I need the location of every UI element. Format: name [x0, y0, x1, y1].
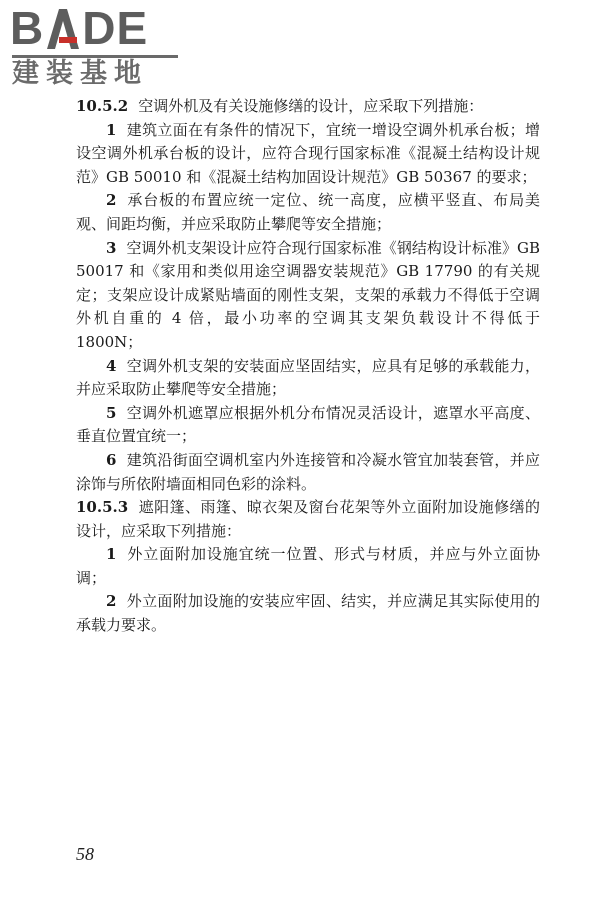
logo-wordmark [10, 2, 149, 54]
item-number: 6 [106, 450, 117, 469]
item-number: 1 [106, 545, 117, 564]
item-text: 空调外机遮罩应根据外机分布情况灵活设计，遮罩水平高度、垂直位置宜统一； [76, 403, 540, 446]
item-text: 建筑立面在有条件的情况下，宜统一增设空调外机承台板；增设空调外机承台板的设计，应符合现行国家标准《混凝土结构设计规范》GB 50010 和《混凝土结构加固设计规范》GB 50367 的要求； [76, 120, 540, 186]
item-number: 1 [106, 120, 117, 139]
clause-heading [76, 95, 540, 119]
item-text: 建筑沿街面空调机室内外连接管和冷凝水管宜加装套管，并应涂饰与所依附墙面相同色彩的涂料。 [76, 450, 540, 493]
list-item [76, 449, 540, 496]
logo-chinese-name: 建装基地 [12, 58, 148, 89]
item-number: 2 [106, 592, 117, 611]
list-item [76, 402, 540, 449]
list-item [76, 237, 540, 355]
list-item [76, 355, 540, 402]
item-number: 5 [106, 403, 117, 422]
logo-letters-de: DE [82, 2, 149, 54]
clause-number: 10.5.2 [76, 97, 129, 115]
item-number: 4 [106, 356, 117, 375]
page-number: 58 [76, 844, 94, 864]
clause-number: 10.5.3 [76, 498, 129, 517]
item-text: 空调外机支架的安装面应坚固结实，应具有足够的承载能力，并应采取防止攀爬等安全措施； [76, 356, 540, 399]
list-item [76, 189, 540, 236]
logo-letter-a [45, 7, 81, 49]
list-item [76, 543, 540, 590]
list-item [76, 590, 540, 637]
clause-heading-text: 空调外机及有关设施修缮的设计，应采取下列措施： [138, 97, 484, 115]
item-text: 外立面附加设施宜统一位置、形式与材质，并应与外立面协调； [76, 545, 540, 587]
item-text: 外立面附加设施的安装应牢固、结实，并应满足其实际使用的承载力要求。 [76, 592, 540, 635]
clause-heading-text: 遮阳篷、雨篷、晾衣架及窗台花架等外立面附加设施修缮的设计，应采取下列措施： [76, 498, 540, 540]
document-body [76, 95, 540, 638]
item-text: 空调外机支架设计应符合现行国家标准《钢结构设计标准》GB 50017 和《家用和类似用途空调器安装规范》GB 17790 的有关规定；支架应设计成紧贴墙面的刚性支架，支架的承载力不得低于空调外机自重的 4 倍，最小功率的空调其支架负载设计不得低于 1800N； [76, 238, 540, 351]
list-item [76, 119, 540, 190]
logo-letter-b: B [10, 2, 45, 54]
clause-heading [76, 496, 540, 543]
item-number: 3 [106, 238, 117, 257]
item-number: 2 [106, 191, 117, 210]
bade-logo [10, 2, 180, 89]
item-text: 承台板的布置应统一定位、统一高度，应横平竖直、布局美观、间距均衡，并应采取防止攀爬等安全措施； [76, 191, 540, 233]
